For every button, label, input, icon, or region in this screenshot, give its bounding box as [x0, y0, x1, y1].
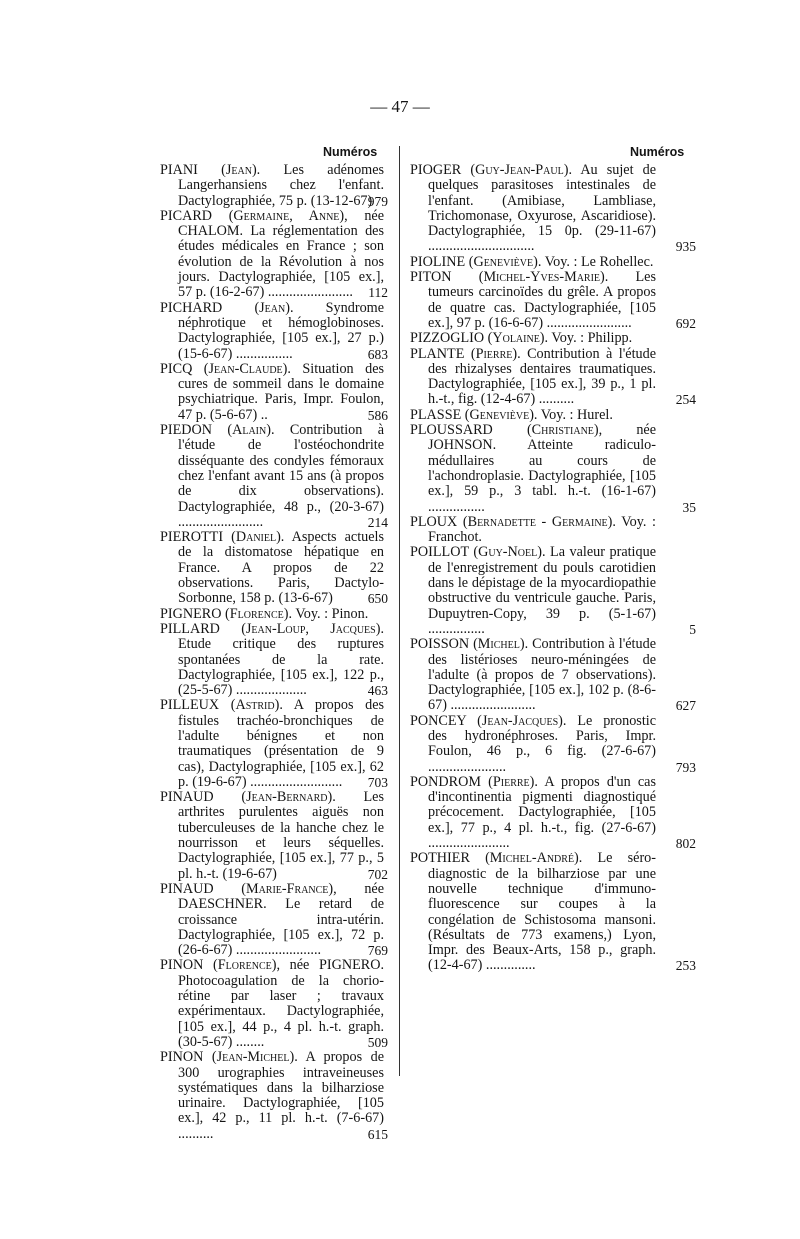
- bibliography-entry: [160, 958, 384, 1050]
- author-first-name: (Geneviève).: [468, 253, 542, 270]
- author-first-name: (Germaine, Anne),: [228, 207, 348, 224]
- author-first-name: (Astrid).: [230, 697, 283, 714]
- author-first-name: (Jean-Claude).: [203, 360, 291, 377]
- author-first-name: (Daniel).: [231, 529, 285, 546]
- author-first-name: (Christiane),: [526, 422, 603, 439]
- author-first-name: (Jean-Michel).: [211, 1049, 298, 1066]
- entry-text: Au sujet de quelques parasitoses intestinales de l'enfant. (Amibiase, Lambliase, Trichomonase, Oxyurose, Ascaridiose). Dactylographiée, 15 0p. (29-11-67) ..............................: [428, 162, 657, 255]
- author-surname: PLOUSSARD: [410, 422, 493, 439]
- bibliography-entry: [410, 545, 656, 637]
- author-first-name: (Michel-André).: [485, 850, 583, 867]
- bibliography-entry: [410, 423, 656, 515]
- entry-text: née JOHNSON. Atteinte radiculo-médullaires au cours de l'achondroplasie. Dactylographiée, [105 ex.], 59 p., 3 tabl. h.-t. (16-1-67) ................: [428, 422, 657, 515]
- entry-text: Le pronostic des hydronéphroses. Paris, Impr. Foulon, 46 p., 6 fig. (27-6-67) ......................: [428, 712, 656, 775]
- bibliography-entry: [410, 515, 656, 546]
- entry-text: Voy. : Le Rohellec.: [544, 253, 654, 270]
- author-first-name: (Jean-Bernard).: [241, 789, 336, 806]
- author-surname: PLANTE: [410, 345, 465, 362]
- bibliography-entry: [160, 698, 384, 790]
- entry-number: 650: [367, 591, 388, 607]
- column-header-left: Numéros: [323, 145, 378, 159]
- entry-text: A propos des fistules trachéo-bronchiques de l'adulte bénignes et non traumatiques (présentation de 9 cas), Dactylographiée, [105 ex.], 62 p. (19-6-67) ..........................: [178, 697, 385, 790]
- entry-text: Le séro-diagnostic de la bilharziose par une nouvelle technique d'immuno-fluorescence sur coupes à la congélation de Schistosoma mansoni. (Résultats de 773 examens,) Lyon, Impr. des Beaux-Arts, 158 p., graph. (12-4-67) ..............: [428, 850, 656, 974]
- bibliography-entry: [160, 607, 384, 622]
- author-first-name: (Geneviève).: [464, 406, 538, 423]
- author-first-name: (Yolaine).: [487, 330, 549, 347]
- entry-text: A propos de 300 urographies intraveineuses systématiques dans la bilharziose urinaire. Dactylographiée, [105 ex.], 42 p., 11 pl. h.-t. (7-6-67) ..........: [178, 1049, 385, 1142]
- entry-number: 935: [675, 239, 696, 255]
- author-first-name: (Marie-France),: [241, 880, 337, 897]
- entry-text: Les tumeurs carcinoïdes du grêle. A propos de quatre cas. Dactylographiée, [105 ex.], 97 p. (16-6-67) ........................: [428, 269, 656, 331]
- author-first-name: (Alain).: [227, 422, 275, 439]
- entry-text: Syndrome néphrotique et hémoglobinoses. Dactylographiée, [105 ex.], 27 p.) (15-6-67) ................: [178, 299, 384, 362]
- entry-text: A propos d'un cas d'incontinentia pigmenti diagnostiqué précocement. Dactylographiée, [105 ex.], 77 p., 4 pl. h.-t., fig. (27-6-67) .......................: [428, 773, 656, 852]
- author-first-name: (Florence),: [213, 957, 280, 974]
- author-surname: PIANI: [160, 162, 198, 178]
- right-column-entries: [410, 163, 656, 974]
- bibliography-entry: [160, 163, 384, 209]
- bibliography-entry: [410, 331, 656, 346]
- entry-number: 802: [675, 836, 696, 852]
- entry-text: Etude critique des ruptures spontanées de la rate. Dactylographiée, [105 ex.], 122 p., (25-5-67) ....................: [178, 636, 384, 699]
- author-surname: PITON: [410, 269, 452, 286]
- entry-text: née DAESCHNER. Le retard de croissance intra-utérin. Dactylographiée, [105 ex.], 72 p. (26-6-67) ........................: [178, 880, 385, 959]
- bibliography-entry: [410, 851, 656, 973]
- author-first-name: (Guy-Jean-Paul).: [470, 162, 572, 178]
- entry-text: Contribution à l'étude des listérioses neuro-méningées de l'adulte (à propos de 7 observations). Dactylographiée, [105 ex.], 102 p. (8-6-67) ........................: [428, 636, 656, 714]
- bibliography-entry: [410, 255, 656, 270]
- entry-number: 509: [367, 1034, 388, 1050]
- author-first-name: (Bernadette - Germaine).: [462, 513, 616, 530]
- bibliography-entry: [160, 209, 384, 301]
- entry-text: née CHALOM. La réglementation des études médicales en France ; son évolution de la Révolution à nos jours. Dactylographiée, [105 ex.], 57 p. (16-2-67) ........................: [178, 207, 385, 301]
- bibliography-entry: [410, 270, 656, 331]
- entry-number: 702: [367, 866, 388, 882]
- author-surname: PILLEUX: [160, 697, 220, 714]
- author-surname: PLASSE: [410, 406, 462, 423]
- author-surname: PINAUD: [160, 789, 214, 806]
- entry-text: Les adénomes Langerhansiens chez l'enfant. Dactylographiée, 75 p. (13-12-67): [178, 162, 385, 209]
- entry-text: Contribution à l'étude de l'ostéochondrite disséquante des condyles fémoraux chez l'enfant avant 15 ans (à propos de dix observations). Dactylographiée, 48 p., (20-3-67) ........................: [178, 422, 384, 530]
- entry-text: née PIGNERO. Photocoagulation de la chorio-rétine par laser ; travaux expérimentaux. Dactylographiée, [105 ex.], 44 p., 4 pl. h.-t. graph. (30-5-67) ........: [178, 957, 384, 1050]
- entry-number: 5: [689, 621, 696, 637]
- entry-number: 112: [368, 285, 388, 301]
- bibliography-entry: [410, 408, 656, 423]
- entry-number: 463: [367, 683, 388, 699]
- entry-text: La valeur pratique de l'enregistrement du pouls carotidien dans le dépistage de la myocardiopathie obstructive du ventricule gauche. Paris, Dupuytren-Copy, 39 p. (5-1-67) ................: [428, 544, 656, 637]
- entry-number: 703: [367, 774, 388, 790]
- bibliography-entry: [160, 362, 384, 423]
- author-first-name: (Pierre).: [470, 345, 521, 362]
- author-surname: PLOUX: [410, 513, 458, 530]
- author-surname: PIOGER: [410, 162, 462, 178]
- author-surname: PIGNERO: [160, 605, 222, 622]
- author-first-name: (Michel-Yves-Marie).: [478, 269, 609, 286]
- entry-number: 214: [367, 514, 388, 530]
- author-first-name: (Pierre).: [488, 773, 538, 790]
- entry-text: Situation des cures de sommeil dans le domaine psychiatrique. Paris, Impr. Foulon, 47 p. (5-6-67) ..: [178, 360, 385, 423]
- author-first-name: (Jean).: [254, 299, 294, 316]
- entry-number: 35: [682, 499, 696, 515]
- entry-text: Contribution à l'étude des rhizalyses dentaires traumatiques. Dactylographiée, [105 ex.], 39 p., 1 pl. h.-t., fig. (12-4-67) ..........: [428, 345, 657, 408]
- bibliography-entry: [160, 790, 384, 882]
- author-surname: PICARD: [160, 207, 213, 224]
- bibliography-entry: [410, 347, 656, 408]
- entry-number: 253: [675, 958, 696, 974]
- entry-number: 979: [367, 193, 388, 209]
- entry-number: 627: [675, 698, 696, 714]
- bibliography-entry: [160, 882, 384, 958]
- author-first-name: (Michel).: [473, 636, 529, 653]
- author-surname: PIEROTTI: [160, 529, 224, 546]
- entry-text: Les arthrites purulentes aiguës non tuberculeuses de la hanche chez le nourrisson et leurs séquelles. Dactylographiée, [105 ex.], 77 p., 5 pl. h.-t. (19-6-67): [178, 789, 385, 882]
- entry-text: Voy. : Hurel.: [540, 406, 613, 423]
- left-column-entries: [160, 163, 384, 1142]
- author-first-name: (Florence).: [225, 605, 293, 622]
- author-surname: PIEDON: [160, 422, 213, 439]
- bibliography-entry: [410, 637, 656, 713]
- bibliography-entry: [160, 530, 384, 606]
- author-surname: PICQ: [160, 360, 193, 377]
- author-surname: PONDROM: [410, 773, 481, 790]
- entry-text: Voy. : Pinon.: [295, 605, 369, 622]
- bibliography-entry: [160, 423, 384, 530]
- bibliography-entry: [160, 1050, 384, 1142]
- page-number: — 47 —: [370, 97, 430, 116]
- entry-number: 254: [675, 392, 696, 408]
- entry-text: Voy. : Franchot.: [428, 513, 657, 546]
- bibliography-entry: [160, 301, 384, 362]
- author-surname: POILLOT: [410, 544, 469, 561]
- author-surname: PINAUD: [160, 880, 214, 897]
- entry-number: 615: [367, 1126, 388, 1142]
- entry-number: 692: [675, 315, 696, 331]
- entry-number: 769: [367, 943, 388, 959]
- entry-number: 793: [675, 759, 696, 775]
- entry-number: 683: [367, 346, 388, 362]
- author-surname: PINON: [160, 1049, 204, 1066]
- author-surname: POISSON: [410, 636, 470, 653]
- entry-number: 586: [367, 407, 388, 423]
- bibliography-entry: [410, 775, 656, 851]
- author-surname: PICHARD: [160, 299, 223, 316]
- author-first-name: (Jean-Jacques).: [477, 712, 567, 729]
- column-divider: [399, 146, 400, 1076]
- entry-text: Voy. : Philipp.: [551, 330, 633, 347]
- author-first-name: (Jean-Loup, Jacques).: [241, 620, 384, 637]
- bibliography-entry: [410, 714, 656, 775]
- bibliography-entry: [160, 622, 384, 698]
- author-surname: POTHIER: [410, 850, 470, 867]
- author-surname: PILLARD: [160, 620, 220, 637]
- author-surname: PIOLINE: [410, 253, 466, 270]
- bibliography-entry: [410, 163, 656, 255]
- column-header-right: Numéros: [630, 145, 685, 159]
- author-first-name: (Guy-Noel).: [473, 544, 546, 561]
- author-surname: PIZZOGLIO: [410, 330, 485, 347]
- entry-text: Aspects actuels de la distomatose hépatique en France. A propos de 22 observations. Paris, Dactylo-Sorbonne, 158 p. (13-6-67): [178, 529, 385, 607]
- author-first-name: (Jean).: [221, 162, 261, 178]
- author-surname: PONCEY: [410, 712, 467, 729]
- author-surname: PINON: [160, 957, 204, 974]
